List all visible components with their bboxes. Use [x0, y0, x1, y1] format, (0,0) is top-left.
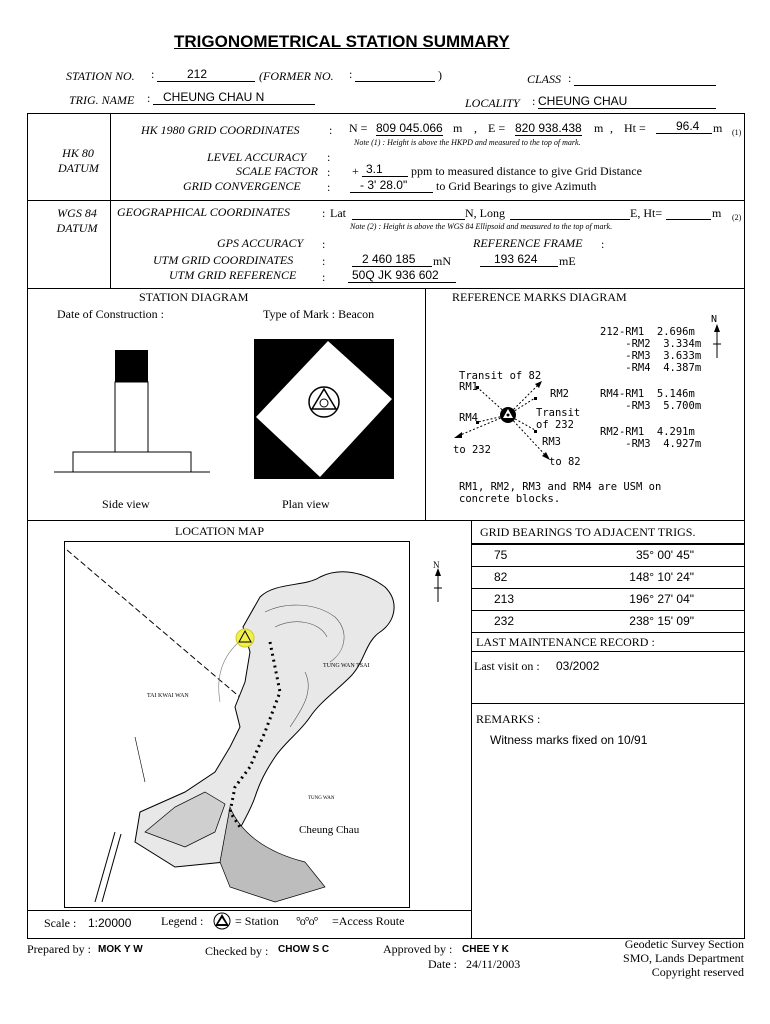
- last-visit-label: Last visit on :: [474, 659, 540, 673]
- mark-type-label: Type of Mark : Beacon: [263, 307, 375, 321]
- legend-label: Legend :: [161, 914, 204, 928]
- to-232-label: to 232: [453, 444, 491, 456]
- utm-ref-value: 50Q JK 936 602: [348, 268, 456, 283]
- grid-bearings-heading: GRID BEARINGS TO ADJACENT TRIGS.: [480, 525, 696, 539]
- former-no-label: (FORMER NO.: [259, 69, 334, 83]
- transit-82-label: Transit of 82: [459, 370, 542, 382]
- hk80-n-label: N =: [349, 121, 368, 135]
- maintenance-heading: LAST MAINTENANCE RECORD :: [476, 635, 655, 649]
- date-label: Date :: [428, 957, 457, 971]
- north-arrow-icon: [710, 324, 724, 360]
- class-value: [574, 70, 716, 86]
- hk80-ht-label: Ht =: [624, 121, 646, 135]
- trig-name-label: TRIG. NAME: [69, 93, 135, 107]
- utm-e-value: 193 624: [480, 252, 558, 267]
- location-map-heading: LOCATION MAP: [175, 524, 265, 538]
- hk80-e-label: E =: [488, 121, 506, 135]
- plan-view-label: Plan view: [282, 497, 330, 511]
- bearing-row: 82 148° 10' 24": [472, 566, 744, 587]
- bearing-row: 213 196° 27' 04": [472, 588, 744, 609]
- class-label: CLASS: [527, 72, 562, 86]
- scale-factor-label: SCALE FACTOR: [236, 164, 318, 178]
- approved-by: CHEE Y K: [462, 944, 509, 955]
- station-diagram-heading: STATION DIAGRAM: [139, 290, 249, 304]
- reference-frame-label: REFERENCE FRAME: [473, 236, 583, 250]
- geo-coords-label: GEOGRAPHICAL COORDINATES: [117, 205, 290, 219]
- utm-n-value: 2 460 185: [352, 252, 432, 267]
- station-no-label: STATION NO.: [66, 69, 135, 83]
- hk80-grid-coords-label: HK 1980 GRID COORDINATES: [141, 123, 300, 137]
- wgs84-note: Note (2) : Height is above the WGS 84 Ellipsoid and measured to the top of mark.: [350, 222, 613, 231]
- rm1-label: RM1: [459, 381, 478, 393]
- long-value: [510, 206, 630, 220]
- rm3-label: RM3: [542, 436, 561, 448]
- reference-marks-heading: REFERENCE MARKS DIAGRAM: [452, 290, 627, 304]
- level-accuracy-label: LEVEL ACCURACY: [207, 150, 307, 164]
- bearing-row: 75 35° 00' 45": [472, 544, 744, 565]
- checked-by: CHOW S C: [278, 944, 330, 955]
- last-visit-value: 03/2002: [556, 659, 600, 673]
- hk80-n-value: 809 045.066: [376, 121, 443, 135]
- side-view-label: Side view: [102, 497, 150, 511]
- transit-232-label: Transit of 232: [536, 407, 581, 431]
- side-view-drawing: [40, 340, 220, 480]
- scale-factor-text: ppm to measured distance to give Grid Distance: [411, 164, 642, 178]
- remarks-heading: REMARKS :: [476, 712, 541, 726]
- rm4-label: RM4: [459, 412, 478, 424]
- wgs-ht-value: [666, 206, 711, 220]
- station-no-value: 212: [157, 67, 255, 82]
- station-legend-icon: [211, 912, 233, 930]
- grid-convergence-text: to Grid Bearings to give Azimuth: [436, 179, 597, 193]
- map-label-tung-wan: TUNG WAN: [308, 796, 335, 801]
- map-north-label: N: [433, 560, 440, 570]
- plan-view-drawing: [254, 339, 394, 479]
- organisation-block: Geodetic Survey Section SMO, Lands Department Copyright reserved: [623, 937, 744, 979]
- scale-value: 1:20000: [88, 916, 132, 930]
- map-north-arrow-icon: [432, 568, 444, 604]
- wgs84-datum-label: WGS 84 DATUM: [56, 206, 98, 235]
- approved-label: Approved by :: [383, 942, 453, 956]
- former-no-value: [355, 67, 435, 82]
- scale-label: Scale :: [44, 916, 77, 930]
- map-label-tung-wan-tsai: TUNG WAN TSAI: [323, 663, 370, 669]
- to-82-label: to 82: [549, 456, 581, 468]
- hk80-datum-label: HK 80 DATUM: [58, 146, 99, 175]
- trig-name-value: CHEUNG CHAU N: [153, 90, 315, 105]
- rm-footnote: RM1, RM2, RM3 and RM4 are USM on concrete blocks.: [459, 481, 662, 505]
- scale-factor-value: 3.1: [362, 162, 408, 177]
- hk80-e-value: 820 938.438: [515, 121, 582, 135]
- lat-value: [352, 206, 465, 220]
- page-title: TRIGONOMETRICAL STATION SUMMARY: [174, 32, 510, 51]
- locality-label: LOCALITY: [465, 96, 520, 110]
- remarks-text: Witness marks fixed on 10/91: [490, 733, 648, 747]
- grid-convergence-label: GRID CONVERGENCE: [183, 179, 301, 193]
- legend-station: = Station: [235, 914, 279, 928]
- legend-route: =Access Route: [332, 914, 405, 928]
- rm-distances: 212-RM1 2.696m -RM2 3.334m -RM3 3.633m -RM4 4.387m RM4-RM1 5.146m -RM3 5.700m RM2-RM1 4.291m -RM3 4.927m: [600, 326, 702, 450]
- utm-ref-label: UTM GRID REFERENCE: [169, 268, 297, 282]
- date-of-construction-label: Date of Construction :: [57, 307, 164, 321]
- rm2-label: RM2: [550, 388, 569, 400]
- rm-north-label: N: [711, 314, 718, 325]
- access-route-legend-icon: °o°o°: [296, 914, 318, 928]
- gps-accuracy-label: GPS ACCURACY: [217, 236, 304, 250]
- checked-label: Checked by :: [205, 944, 269, 958]
- hk80-note: Note (1) : Height is above the HKPD and measured to the top of mark.: [354, 138, 581, 147]
- hk80-ht-value: 96.4: [656, 119, 712, 134]
- bearing-row: 232 238° 15' 09": [472, 610, 744, 631]
- prepared-label: Prepared by :: [27, 942, 91, 956]
- map-label-cheung-chau: Cheung Chau: [299, 824, 360, 836]
- locality-value: CHEUNG CHAU: [538, 94, 716, 109]
- utm-coords-label: UTM GRID COORDINATES: [153, 253, 294, 267]
- date-value: 24/11/2003: [466, 957, 521, 971]
- map-label-tai-kwai-wan: TAI KWAI WAN: [147, 693, 189, 699]
- grid-convergence-value: - 3' 28.0": [350, 178, 433, 193]
- location-map: [65, 542, 409, 907]
- prepared-by: MOK Y W: [98, 944, 143, 955]
